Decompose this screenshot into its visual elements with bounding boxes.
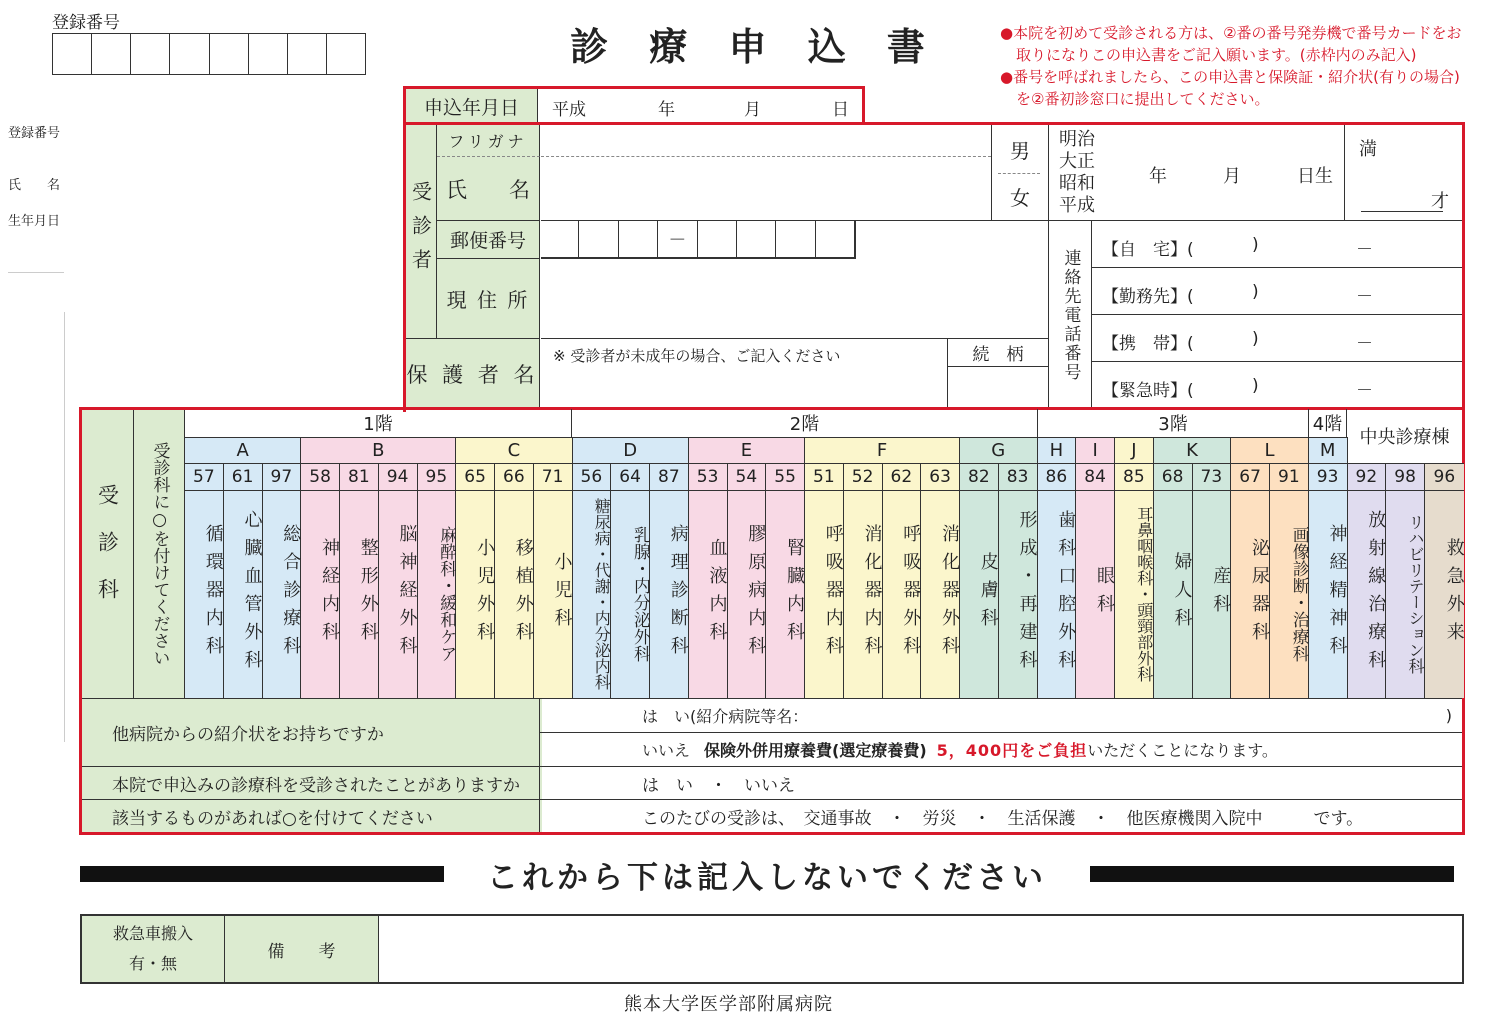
department-code: 97 — [263, 464, 301, 491]
furigana-input[interactable] — [541, 125, 991, 157]
department-81[interactable] — [340, 463, 379, 698]
department-52[interactable] — [844, 463, 883, 698]
department-62[interactable] — [883, 463, 922, 698]
department-name: 皮膚科 — [977, 552, 999, 636]
group-e: E — [689, 437, 805, 463]
patient-section-label: 受診者 — [406, 125, 437, 339]
age-prefix: 満 — [1359, 139, 1377, 160]
referral-yes[interactable]: は い(紹介病院等名： — [642, 707, 809, 726]
group-a: A — [185, 437, 301, 463]
ambulance-options: 有・無 — [128, 954, 177, 973]
guardian-note: ※ 受診者が未成年の場合、ご記入ください — [553, 347, 841, 365]
era-heisei: 平成 — [552, 100, 586, 120]
department-name: 形成・再建科 — [1016, 510, 1038, 678]
department-name: 耳鼻咽喉科・頭頸部外科 — [1134, 506, 1154, 682]
department-86[interactable] — [1038, 463, 1077, 698]
department-92[interactable] — [1348, 463, 1387, 698]
group-k: K — [1154, 437, 1232, 463]
department-code: 85 — [1115, 464, 1153, 491]
department-56[interactable] — [573, 463, 612, 698]
phone-row-emergency[interactable]: 【緊急時】( ) － — [1102, 376, 1373, 401]
fee-tail: いただくことになります。 — [1087, 741, 1278, 760]
margin-divider — [64, 312, 65, 742]
department-code: 62 — [883, 464, 921, 491]
department-code: 51 — [805, 464, 843, 491]
department-name: 心臓血管外科 — [241, 510, 263, 678]
department-code: 96 — [1425, 464, 1464, 491]
department-name: 放射線治療科 — [1365, 510, 1387, 678]
prior-visit-answer[interactable]: は い ・ いいえ — [540, 766, 1462, 799]
department-94[interactable] — [379, 463, 418, 698]
department-name: 救急外来 — [1443, 538, 1465, 650]
department-code: 92 — [1348, 464, 1386, 491]
postal-dash: － — [658, 221, 697, 257]
note-line: を②番初診窓口に提出してください。 — [1016, 90, 1270, 108]
department-name: 神経精神科 — [1326, 524, 1348, 664]
margin-reg-label: 登録番号 — [8, 126, 61, 141]
frame-join — [862, 86, 865, 124]
department-71[interactable] — [534, 463, 573, 698]
address-label: 現 住 所 — [437, 259, 540, 339]
era-list — [1059, 129, 1095, 217]
address-input[interactable] — [541, 259, 1048, 339]
department-code: 64 — [611, 464, 649, 491]
floor-1: 1階 — [185, 409, 572, 437]
department-55[interactable] — [766, 463, 805, 698]
department-name: 病理診断科 — [667, 524, 689, 664]
department-code: 61 — [224, 464, 262, 491]
name-input[interactable] — [541, 157, 991, 221]
department-code: 65 — [456, 464, 494, 491]
department-code: 81 — [340, 464, 378, 491]
question-divider — [539, 698, 540, 832]
department-63[interactable] — [921, 463, 960, 698]
birth-month-label: 月 — [1223, 166, 1241, 187]
department-67[interactable] — [1231, 463, 1270, 698]
fee-amount: 5，400円をご負担 — [936, 741, 1088, 760]
department-code: 63 — [921, 464, 959, 491]
application-date-label: 申込年月日 — [406, 89, 538, 123]
floor-2: 2階 — [572, 409, 1038, 437]
department-85[interactable] — [1115, 463, 1154, 698]
department-97[interactable] — [263, 463, 302, 698]
department-73[interactable] — [1193, 463, 1232, 698]
department-name: リハビリテーション科 — [1406, 514, 1425, 674]
department-code: 55 — [766, 464, 804, 491]
department-code: 86 — [1038, 464, 1076, 491]
department-code: 67 — [1231, 464, 1269, 491]
department-code: 95 — [418, 464, 456, 491]
department-name: 循環器内科 — [202, 524, 224, 664]
department-code: 68 — [1154, 464, 1192, 491]
group-l: L — [1231, 437, 1309, 463]
department-name: 泌尿器科 — [1249, 538, 1270, 650]
department-93[interactable] — [1309, 463, 1348, 698]
department-64[interactable] — [611, 463, 650, 698]
department-58[interactable] — [301, 463, 340, 698]
department-code: 94 — [379, 464, 417, 491]
era-heisei[interactable]: 平成 — [1059, 195, 1095, 216]
page-title: 診 療 申 込 書 — [570, 25, 939, 69]
application-date-field[interactable] — [540, 89, 862, 123]
floor-3: 3階 — [1038, 409, 1309, 437]
remarks-label: 備 考 — [225, 916, 379, 982]
department-name: 麻酔科・緩和ケア — [436, 526, 457, 662]
group-f: F — [805, 437, 960, 463]
group-j: J — [1115, 437, 1154, 463]
department-54[interactable] — [728, 463, 767, 698]
month-label: 月 — [744, 100, 761, 120]
department-name: 整形外科 — [357, 538, 379, 650]
department-code: 57 — [185, 464, 223, 491]
department-name: 乳腺・内分泌外科 — [630, 526, 650, 662]
phone-row-work[interactable]: 【勤務先】( ) － — [1092, 268, 1462, 315]
department-95[interactable] — [418, 463, 457, 698]
department-name: 移植外科 — [512, 538, 534, 650]
birth-year-label: 年 — [1149, 166, 1167, 187]
department-66[interactable] — [495, 463, 534, 698]
department-84[interactable] — [1076, 463, 1115, 698]
department-name: 腎臓内科 — [784, 538, 805, 650]
gender-male[interactable]: 男 — [991, 125, 1048, 173]
ambulance-cell — [82, 916, 225, 982]
department-code: 53 — [689, 464, 727, 491]
department-name: 総合診療科 — [280, 524, 302, 664]
do-not-write-banner: これから下は記入しないでください — [487, 859, 1047, 896]
group-g: G — [960, 437, 1038, 463]
department-61[interactable] — [224, 463, 263, 698]
department-code: 73 — [1193, 464, 1231, 491]
department-name: 糖尿病・代謝・内分泌内科 — [592, 498, 612, 690]
department-code: 84 — [1076, 464, 1114, 491]
department-code: 93 — [1309, 464, 1347, 491]
instruction-notes — [1000, 22, 1495, 110]
banner-bar-right — [1090, 866, 1454, 882]
relation-label: 続 柄 — [948, 339, 1048, 367]
margin-name-label: 氏 名 — [8, 178, 61, 193]
referral-yes-row[interactable] — [540, 698, 1462, 732]
department-name: 消化器外科 — [939, 524, 960, 664]
age-suffix: 才 — [1431, 191, 1449, 212]
remarks-field — [380, 916, 1462, 982]
department-91[interactable] — [1270, 463, 1309, 698]
referral-close: ) — [1445, 706, 1452, 725]
department-name: 呼吸器外科 — [900, 524, 922, 664]
ambulance-label: 救急車搬入 — [112, 924, 193, 943]
year-label: 年 — [658, 100, 675, 120]
department-65[interactable] — [456, 463, 495, 698]
department-82[interactable] — [960, 463, 999, 698]
name-label: 氏 名 — [437, 157, 540, 221]
department-code: 98 — [1386, 464, 1424, 491]
department-96[interactable] — [1425, 463, 1464, 698]
department-53[interactable] — [689, 463, 728, 698]
department-51[interactable] — [805, 463, 844, 698]
department-side-label: 受診科 — [82, 410, 134, 698]
applicable-question: 該当するものがあれば○を付けてください — [82, 799, 542, 832]
age-underline — [1361, 211, 1443, 212]
department-code: 87 — [650, 464, 688, 491]
department-68[interactable] — [1154, 463, 1193, 698]
postal-code-boxes[interactable] — [541, 221, 856, 259]
gender-female[interactable]: 女 — [991, 173, 1048, 221]
department-code: 91 — [1270, 464, 1308, 491]
department-name: 画像診断・治療科 — [1288, 526, 1309, 662]
furigana-label: フリガナ — [437, 125, 540, 157]
department-name: 小児科 — [551, 552, 573, 636]
department-name: 消化器内科 — [861, 524, 883, 664]
registration-number-boxes[interactable] — [52, 33, 366, 75]
floor-4: 4階 — [1309, 409, 1347, 437]
department-name: 小児外科 — [474, 538, 495, 650]
birthdate-field[interactable] — [1048, 125, 1344, 221]
group-i: I — [1076, 437, 1115, 463]
guardian-input[interactable] — [541, 339, 947, 409]
phone-row-home[interactable]: 【自 宅】( ) － — [1092, 221, 1462, 268]
department-name: 脳神経外科 — [396, 524, 418, 664]
note-line: ●番号を呼ばれましたら、この申込書と保険証・紹介状(有りの場合) — [1000, 68, 1460, 86]
era-meiji[interactable]: 明治 — [1059, 129, 1095, 150]
applicable-answer[interactable]: このたびの受診は、 交通事故 ・ 労災 ・ 生活保護 ・ 他医療機関入院中 です。 — [540, 799, 1462, 832]
contact-phone-label: 連絡先電話番号 — [1048, 221, 1092, 409]
day-label: 日 — [832, 100, 849, 120]
hospital-name: 熊本大学医学部附属病院 — [624, 994, 833, 1015]
postal-label: 郵便番号 — [437, 221, 540, 259]
department-name: 眼科 — [1094, 566, 1115, 622]
department-name: 呼吸器内科 — [822, 524, 844, 664]
note-line: ●本院を初めて受診される方は、②番の番号発券機で番号カードをお — [1000, 24, 1462, 42]
department-instruction: 受診科に○を付けてください — [134, 410, 185, 698]
age-field[interactable] — [1344, 125, 1462, 221]
department-code: 66 — [495, 464, 533, 491]
department-name: 産科 — [1210, 566, 1232, 622]
group-h: H — [1038, 437, 1077, 463]
department-code: 71 — [534, 464, 572, 491]
department-name: 血液内科 — [706, 538, 728, 650]
department-83[interactable] — [999, 463, 1038, 698]
department-code: 83 — [999, 464, 1037, 491]
department-87[interactable] — [650, 463, 689, 698]
era-showa[interactable]: 昭和 — [1059, 173, 1095, 194]
department-57[interactable] — [185, 463, 224, 698]
group-b: B — [301, 437, 456, 463]
guardian-label: 保 護 者 名 — [406, 339, 540, 409]
birth-day-label: 日生 — [1297, 166, 1333, 187]
department-name: 婦人科 — [1171, 552, 1193, 636]
note-line: 取りになりこの申込書をご記入願います。(赤枠内のみ記入) — [1016, 46, 1417, 64]
relation-field[interactable] — [947, 339, 1048, 409]
department-name: 神経内科 — [319, 538, 340, 650]
group-m: M — [1309, 437, 1348, 463]
registration-label: 登録番号 — [52, 13, 120, 33]
era-taisho[interactable]: 大正 — [1059, 151, 1095, 172]
department-code: 54 — [728, 464, 766, 491]
department-name: 歯科口腔外科 — [1055, 510, 1077, 678]
referral-no-row[interactable] — [540, 732, 1462, 766]
referral-question: 他病院からの紹介状をお持ちですか — [82, 698, 542, 766]
floor-central: 中央診療棟 — [1359, 427, 1450, 448]
department-code: 58 — [301, 464, 339, 491]
prior-visit-question: 本院で申込みの診療科を受診されたことがありますか — [82, 766, 542, 799]
fee-note: 保険外併用療養費(選定療養費) — [704, 741, 927, 760]
department-name: 膠原病内科 — [745, 524, 767, 664]
group-d: D — [573, 437, 689, 463]
department-98[interactable] — [1386, 463, 1425, 698]
referral-no[interactable]: いいえ — [642, 741, 691, 760]
margin-divider — [8, 272, 64, 273]
department-code: 56 — [573, 464, 611, 491]
group-c: C — [456, 437, 572, 463]
department-code: 82 — [960, 464, 998, 491]
margin-dob-label: 生年月日 — [8, 214, 61, 229]
banner-bar-left — [80, 866, 444, 882]
department-code: 52 — [844, 464, 882, 491]
phone-row-mobile[interactable]: 【携 帯】( ) － — [1092, 315, 1462, 362]
